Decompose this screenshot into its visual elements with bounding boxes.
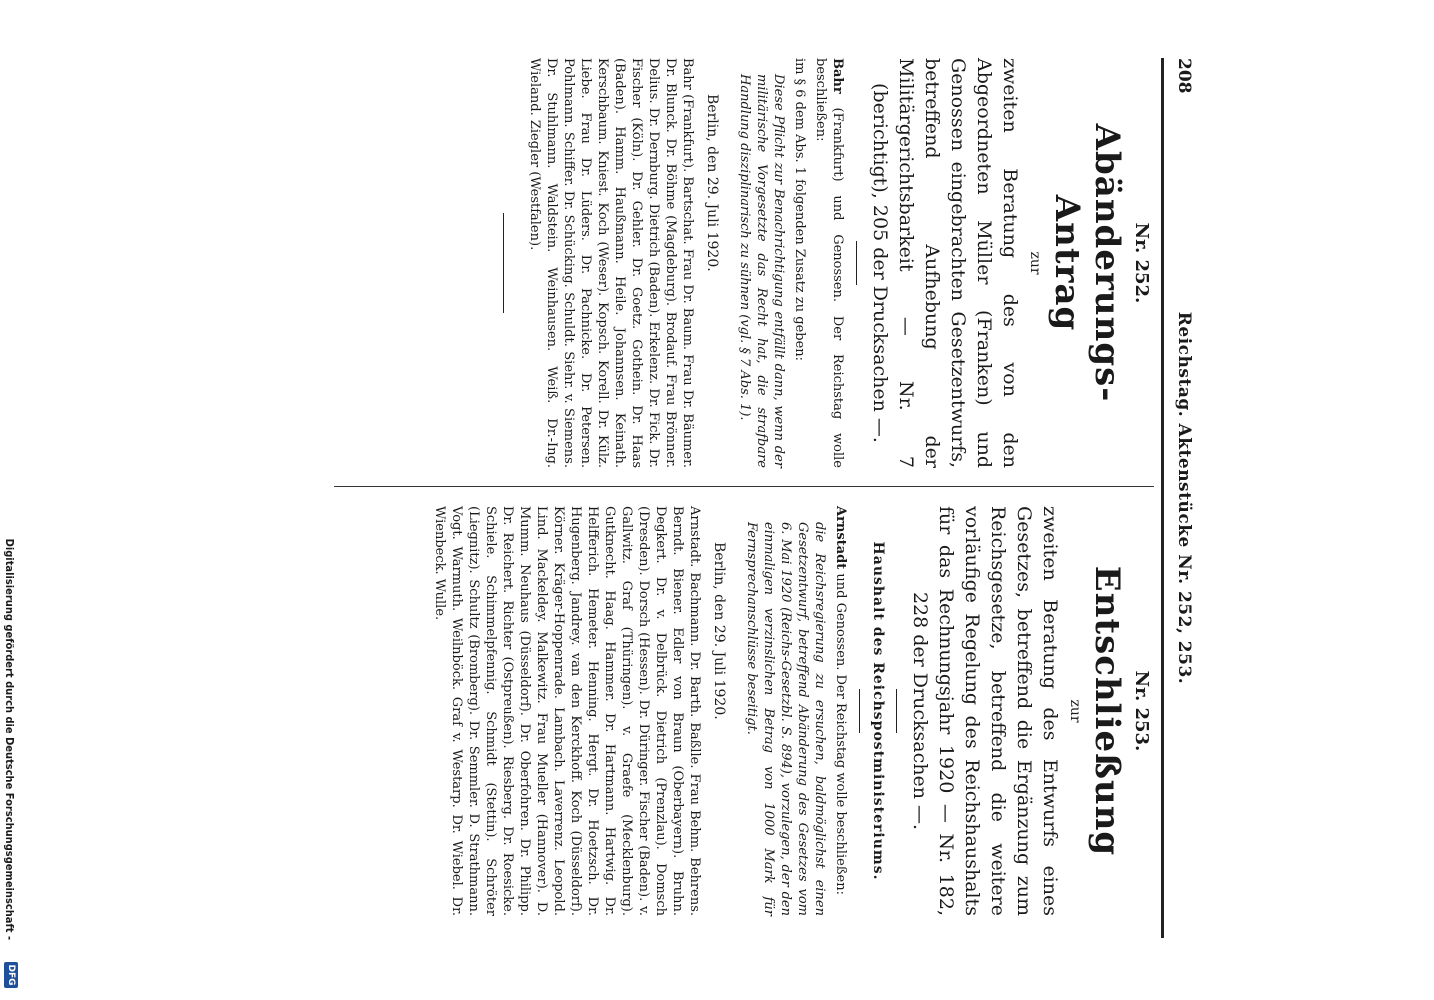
document-number: Nr. 253. [1131, 670, 1152, 752]
intro-paragraph: zweiten Beratung des von den Abgeordneten Müller (Franken) und Genossen eingebrachten Gesetzentwurfs, betreffend Aufhebung der Militärgerichtsbarkeit — Nr. 7 (berichtigt), 205 der Drucksachen —. [869, 58, 1021, 468]
digitization-footer [0, 0, 22, 1000]
section-subheading: Haushalt des Reichspostministeriums. [870, 541, 886, 881]
funding-note [0, 0, 22, 1000]
signers-list: Arnstadt. Bachmann. Dr. Barth. Baßlle. Frau Behm. Behrens. Berndt. Biener. Edler von Braun (Oberbayern). Bruhn. Degkert. Dr. v. Delbrück. Dietrich (Prenzlau). Domsch (Dresden). Dorsch (Hessen). Dr. Düringer. Fischer (Baden). v. Gallwitz. Graf (Thüringen). v. Graefe (Mecklenburg). Gutknecht. Haag. Hammer. Dr. Hartmann. Hartwig. Dr. Helfferich. Hemeter. Henning. Hergt. Dr. Hoetzsch. Dr. Hugenberg. Jandrey. van den Kerckhoff. Koch (Düsseldorf). Körner. Kräger-Hoppenrade. Lambach. Laverrenz. Leopold. Lind. Mackeldey. Malkewitz. Frau Mueller (Hannover). D. Mumm. Neuhaus (Düsseldorf). Dr. Oberfohren. Dr. Philipp. Dr. Reichert. Richter (Ostpreußen). Riesberg. Dr. Roesicke. Schiele. Schimmelpfennig. Schmidt (Stettin). Schröter (Liegnitz). Schultz (Bromberg). Dr. Semmler. D. Strathmann. Vogt. Warmuth. Weilnböck. Graf v. Westarp. Dr. Wiebel. Dr. Wienbeck. Wulle. [432, 506, 702, 916]
motion-text: und Genossen. Der Reichstag wolle beschließen: [833, 573, 848, 895]
column-nr-252 [503, 58, 1154, 468]
motion-proposer: Bahr [830, 58, 845, 94]
page-header [1160, 58, 1194, 938]
funding-text: Digitalisierung gefördert durch die Deutsche Forschungsgemeinschaft - [3, 538, 16, 940]
date-line: Berlin, den 29. Juli 1920. [711, 542, 727, 720]
insert-text: Diese Pflicht zur Benachrichtigung entfällt dann, wenn der militärische Vorgesetzte das Recht hat, die strafbare Handlung disziplinarisch zu sühnen (vgl. § 7 Abs. 1). [737, 74, 786, 468]
column-divider [334, 486, 1154, 487]
date-line: Berlin, den 29. Juli 1920. [704, 94, 720, 272]
header-rule [1161, 58, 1164, 938]
section-line: im § 6 dem Abs. 1 folgenden Zusatz zu geben: [792, 58, 807, 362]
signers-list: Bahr (Frankfurt). Bartschat. Frau Dr. Baum. Frau Dr. Bäumer. Dr. Blunck. Dr. Böhme (Magdeburg). Brodauf. Frau Brönner. Delius. Dr. Dernburg. Dietrich (Baden). Erkelenz. Dr. Fick. Dr. Fischer (Köln). Dr. Gehler. Dr. Goetz. Gothein. Dr. Haas (Baden). Hamm. Haußmann. Heile. Johannsen. Keinath. Kerschbaum. Kniest. Koch (Weser). Kopsch. Korell. Dr. Külz. Liebe. Frau Dr. Lüders. Dr. Pachnicke. Dr. Petersen. Pohlmann. Schiffer. Dr. Schücking. Schuldt. Siehr. v. Siemens. Dr. Stuhlmann. Waldstein. Weinhausen. Weiß. Dr.-Ing. Wieland. Ziegler (Westfalen). [527, 58, 695, 468]
document-number: Nr. 252. [1131, 222, 1152, 304]
column-nr-253 [425, 506, 1154, 916]
motion-paragraph [812, 58, 846, 468]
short-rule [896, 689, 897, 733]
short-rule [859, 689, 860, 733]
motion-text: (Frankfurt) und Genossen. Der Reichstag wolle beschließen: [813, 58, 845, 468]
short-rule [856, 241, 857, 285]
document-page [0, 58, 1434, 938]
dfg-logo-icon: DFG [4, 962, 18, 988]
document-type-title: Abänderungs-Antrag [1047, 123, 1127, 403]
end-rule [503, 213, 504, 313]
page-number: 208 [1174, 58, 1194, 94]
insert-text: die Reichsregierung zu ersuchen, baldmöglichst einen Gesetzentwurf, betreffend Abänderung des Gesetzes vom 6. Mai 1920 (Reichs-Gesetzbl. S. 894), vorzulegen, der den einmaligen verzinslichen Betrag von 1000 Mark für Fernsprechanschlüsse beseitigt. [744, 522, 827, 916]
running-title: Reichstag. Aktenstücke Nr. 252, 253. [1174, 311, 1194, 685]
motion-proposer: Arnstadt [833, 506, 848, 570]
zur-label: zur [1067, 699, 1083, 723]
intro-paragraph: zweiten Beratung des Entwurfs eines Gesetzes, betreffend die Ergänzung zum Reichsgesetze, betreffend die weitere vorläufige Regelung des Reichshaushalts für das Rechnungsjahr 1920 — Nr. 182, 228 der Drucksachen —. [909, 506, 1061, 916]
zur-label: zur [1027, 251, 1043, 275]
motion-paragraph [832, 506, 849, 916]
document-type-title: Entschließung [1087, 565, 1127, 857]
